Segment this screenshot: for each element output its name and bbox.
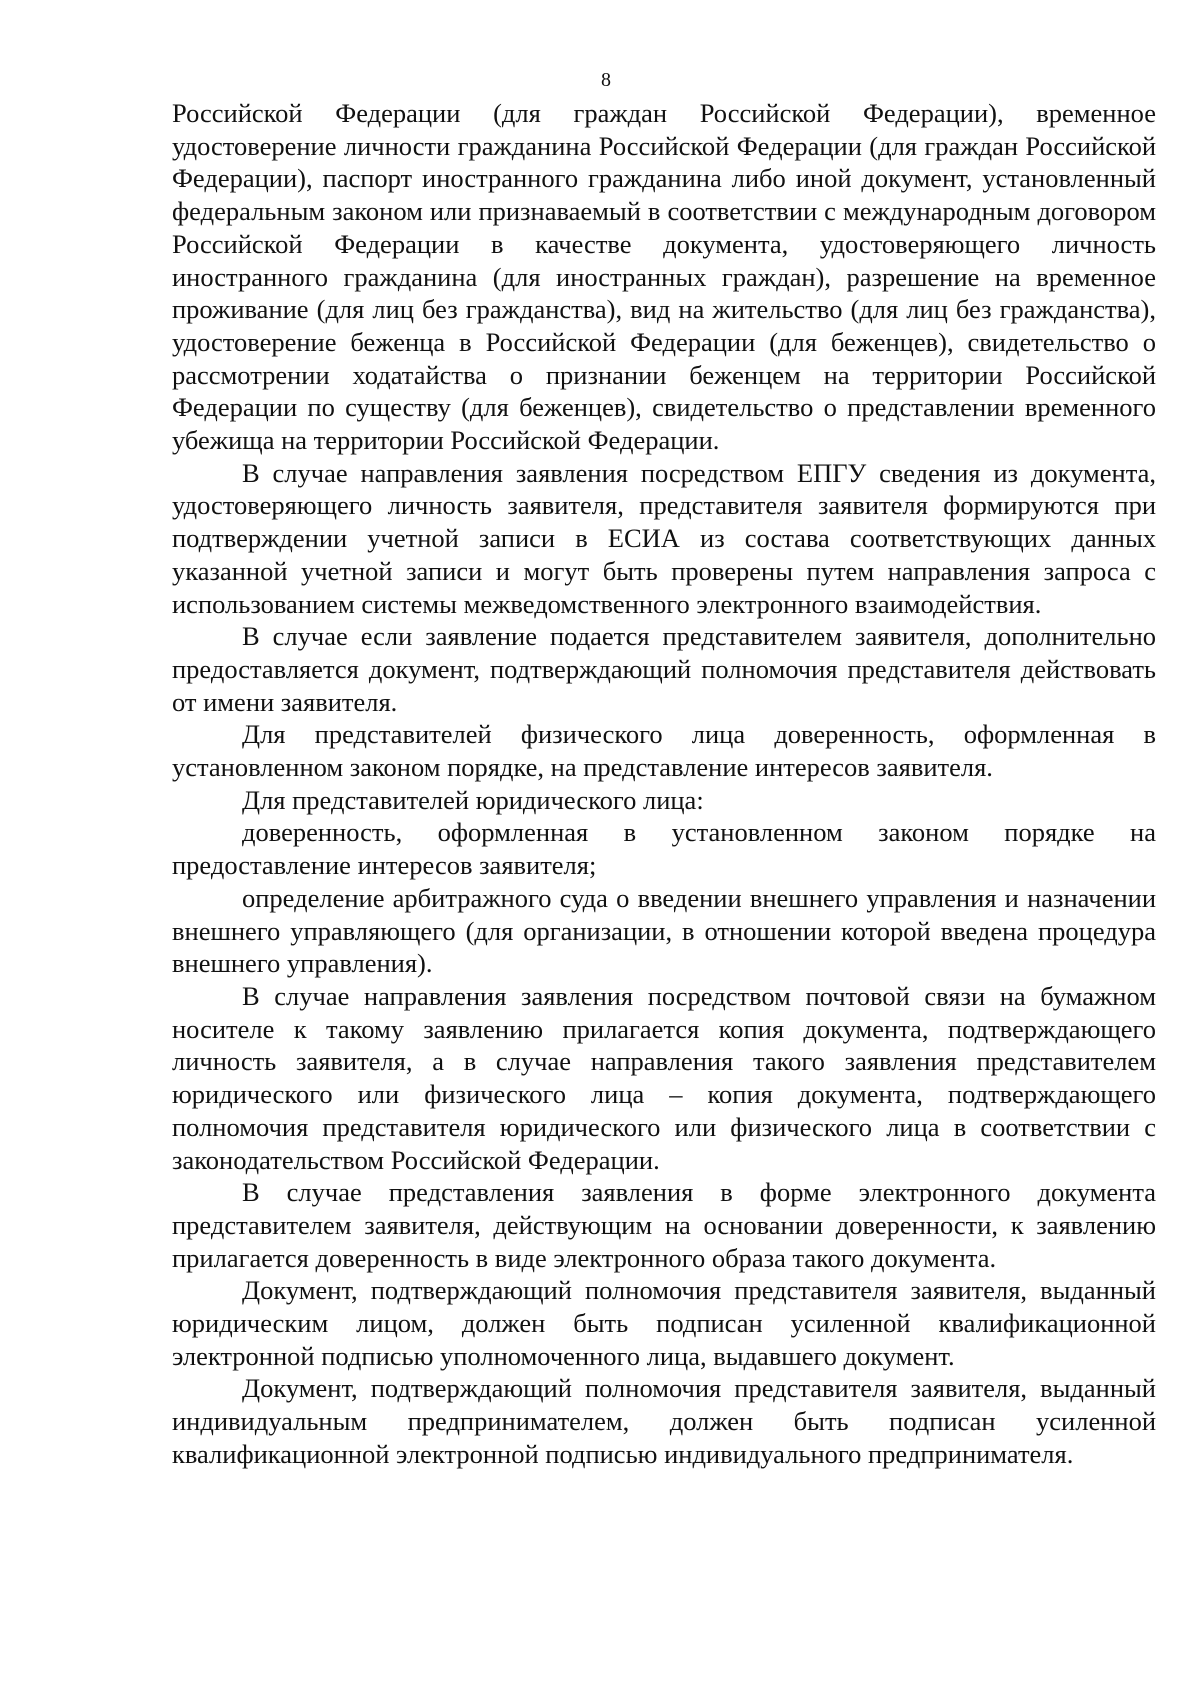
paragraph-arbitration-court: определение арбитражного суда о введении внешнего управления и назначении внешнего управляющего (для организации, в отношении которой введена процедура внешнего управления). [172, 882, 1156, 979]
page-number: 8 [601, 69, 611, 91]
paragraph-legal-entity-signature: Документ, подтверждающий полномочия представителя заявителя, выданный юридическим лицом, должен быть подписан усиленной квалификационной электронной подписью уполномоченного лица, выдавшего документ. [172, 1275, 1156, 1371]
paragraph-individual-representative: Для представителей физического лица доверенность, оформленная в установленном законом порядке, на представление интересов заявителя. [172, 719, 1156, 783]
paragraph-postal: В случае направления заявления посредством почтовой связи на бумажном носителе к такому заявлению прилагается копия документа, подтверждающего личность заявителя, а в случае направления такого заявления представителем юридического или физического лица – копия документа, подтверждающего полномочия представителя юридического или физического лица в соответствии с законодательством Российской Федерации. [172, 980, 1156, 1175]
document-body [172, 97, 1156, 1471]
paragraph-epgu: В случае направления заявления посредством ЕПГУ сведения из документа, удостоверяющего личность заявителя, представителя заявителя формируются при подтверждении учетной записи в ЕСИА из состава соответствующих данных указанной учетной записи и могут быть проверены путем направления запроса с использованием системы межведомственного электронного взаимодействия. [172, 457, 1156, 619]
paragraph-power-of-attorney: доверенность, оформленная в установленном законом порядке на предоставление интересов заявителя; [172, 817, 1156, 881]
paragraph-representative: В случае если заявление подается представителем заявителя, дополнительно предоставляется документ, подтверждающий полномочия представителя действовать от имени заявителя. [172, 621, 1156, 717]
paragraph-continuation: Российской Федерации (для граждан Российской Федерации), временное удостоверение личности гражданина Российской Федерации (для граждан Российской Федерации), паспорт иностранного гражданина либо иной документ, установленный федеральным законом или признаваемый в соответствии с международным договором Российской Федерации в качестве документа, удостоверяющего личность иностранного гражданина (для иностранных граждан), разрешение на временное проживание (для лиц без гражданства), вид на жительство (для лиц без гражданства), удостоверение беженца в Российской Федерации (для беженцев), свидетельство о рассмотрении ходатайства о признании беженцем на территории Российской Федерации по существу (для беженцев), свидетельство о представлении временного убежища на территории Российской Федерации. [172, 98, 1156, 456]
paragraph-entrepreneur-signature: Документ, подтверждающий полномочия представителя заявителя, выданный индивидуальным предпринимателем, должен быть подписан усиленной квалификационной электронной подписью индивидуального предпринимателя. [172, 1373, 1156, 1469]
paragraph-electronic-document: В случае представления заявления в форме электронного документа представителем заявителя, действующим на основании доверенности, к заявлению прилагается доверенность в виде электронного образа такого документа. [172, 1177, 1156, 1273]
paragraph-legal-entity-heading: Для представителей юридического лица: [242, 784, 704, 815]
